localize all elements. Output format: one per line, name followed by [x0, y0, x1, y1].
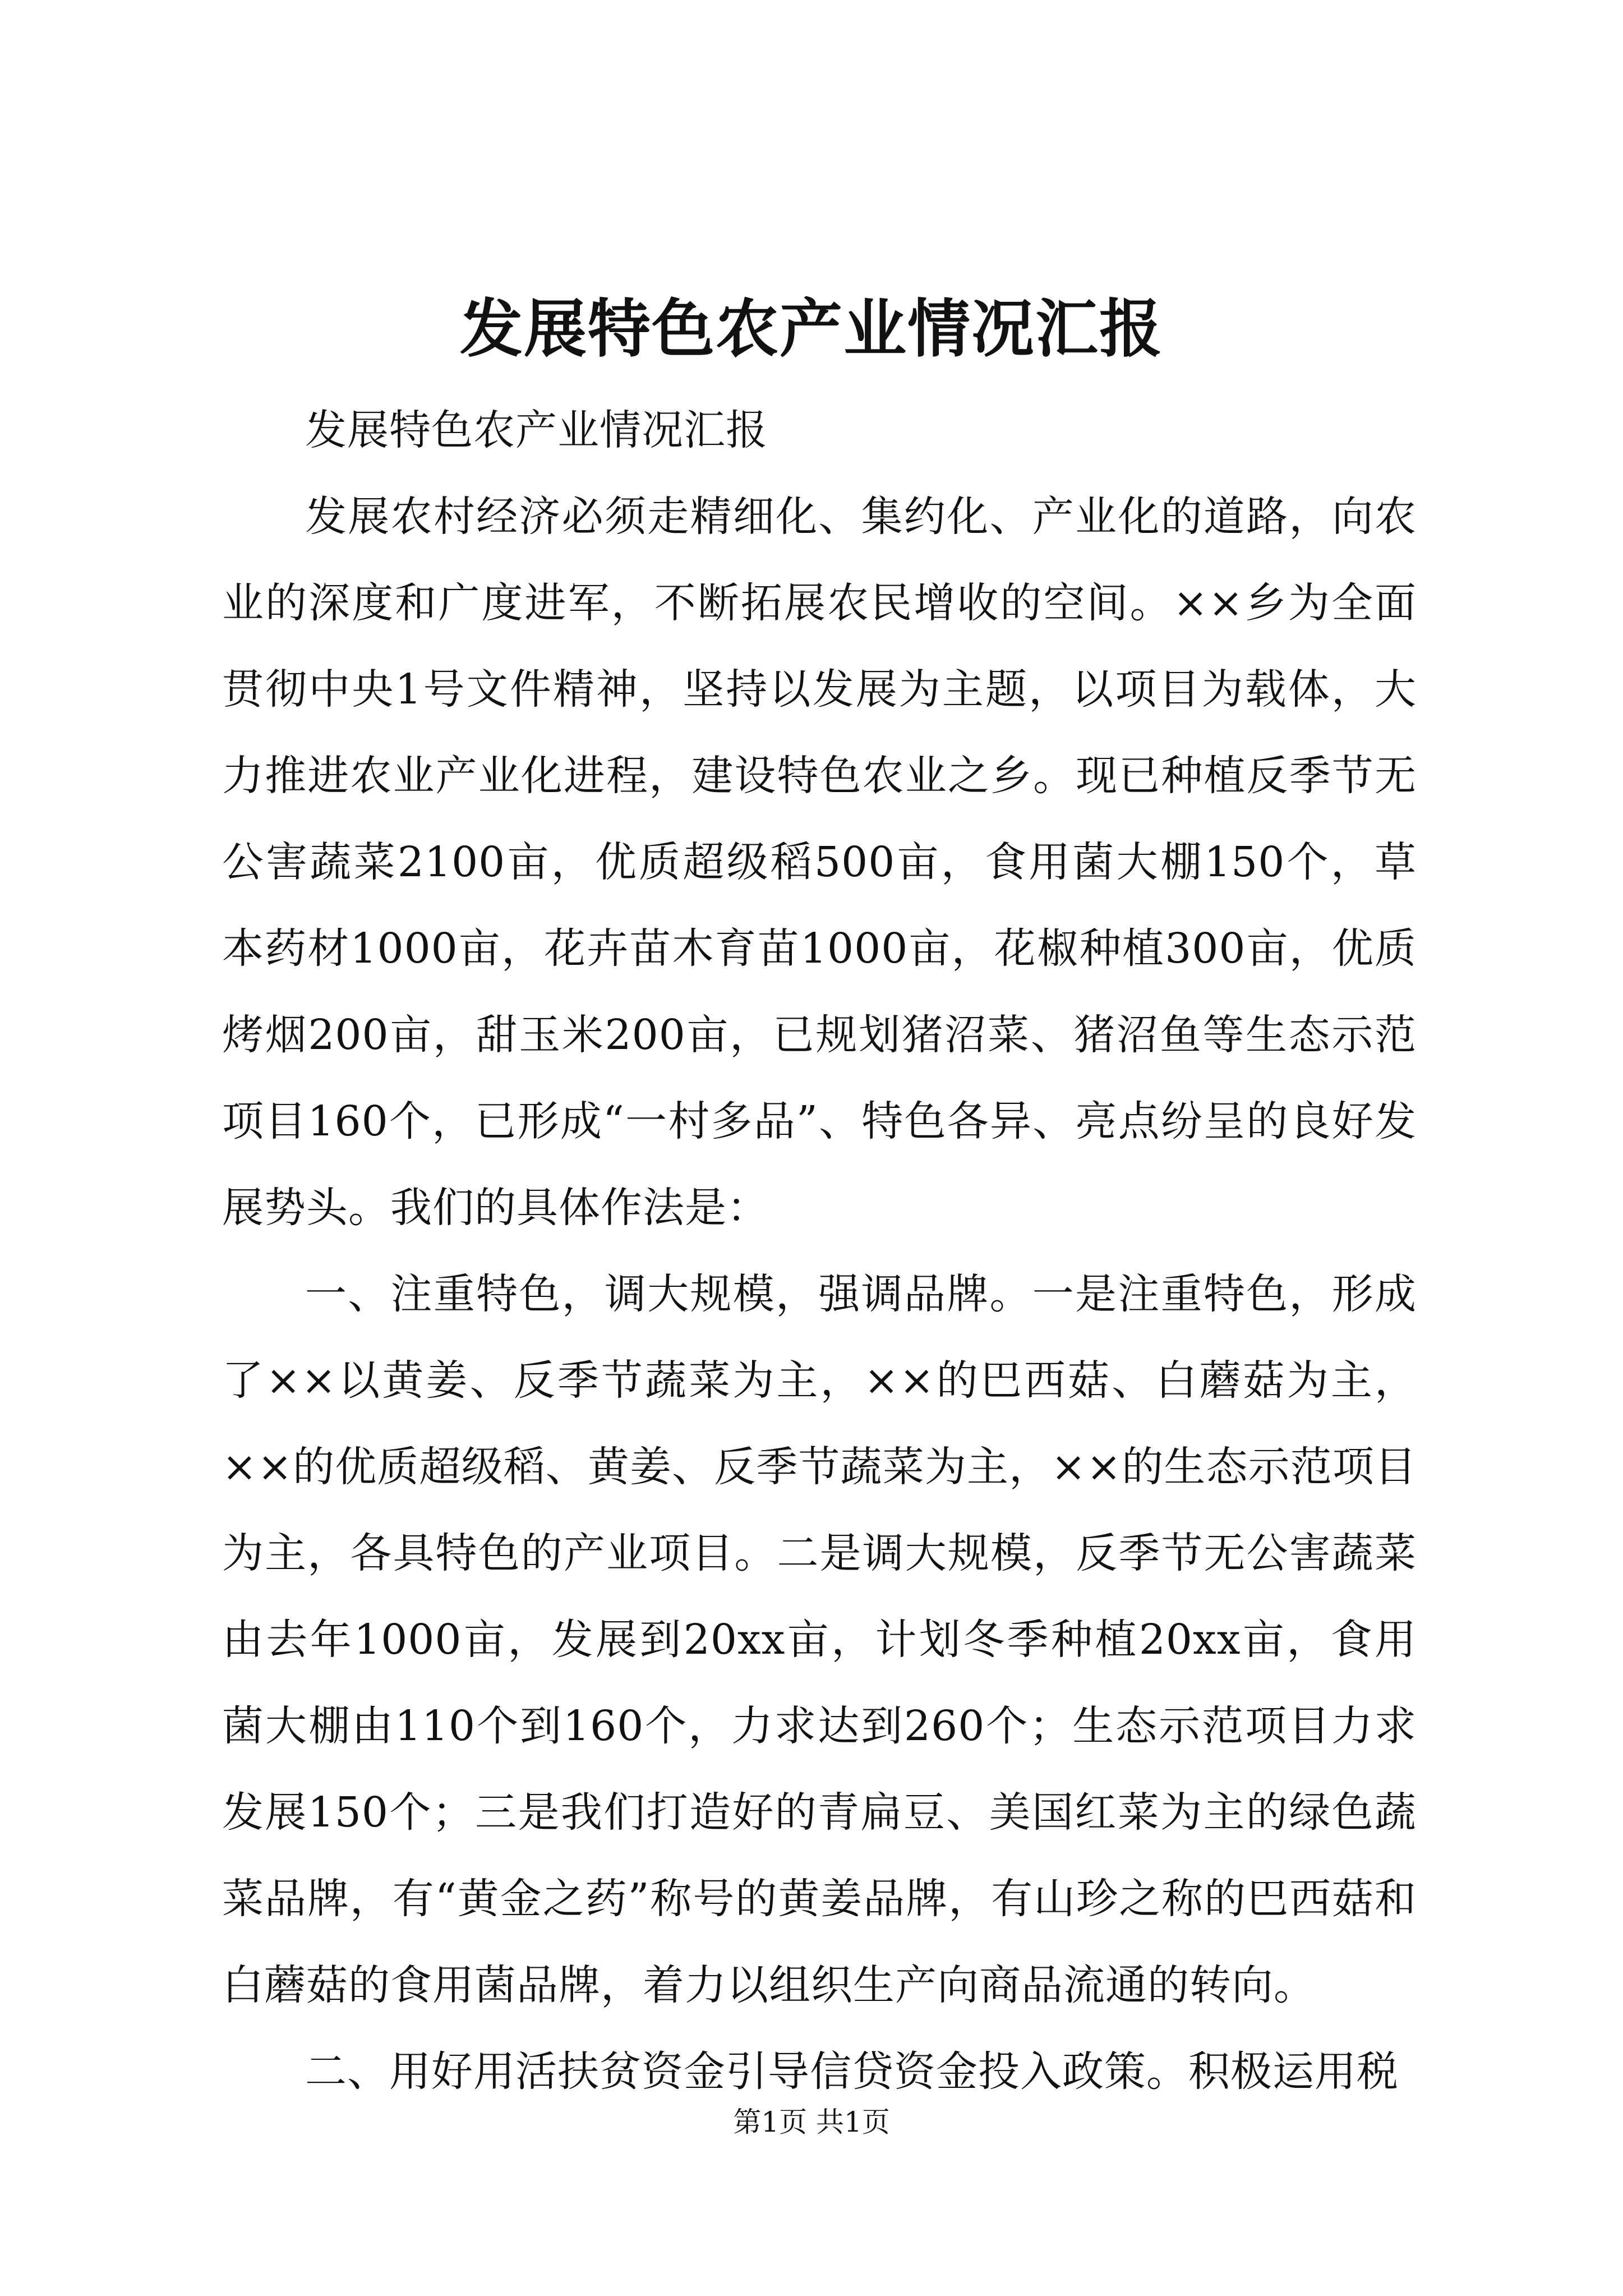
section-two-paragraph: 二、用好用活扶贫资金引导信贷资金投入政策。积极运用税 — [305, 2047, 1399, 2096]
intro-paragraph: 发展农村经济必须走精细化、集约化、产业化的道路，向农业的深度和广度进军，不断拓展农民增收的空间。××乡为全面贯彻中央1号文件精神，坚持以发展为主题，以项目为载体，大力推进农业产业化进程，建设特色农业之乡。现已种植反季节无公害蔬菜2100亩，优质超级稻500亩，食用菌大棚150个，草本药材1000亩，花卉苗木育苗1000亩，花椒种植300亩，优质烤烟200亩，甜玉米200亩，已规划猪沼菜、猪沼鱼等生态示范项目160个，已形成“一村多品”、特色各异、亮点纷呈的良好发展势头。我们的具体作法是： — [222, 493, 1417, 1232]
document-body — [222, 387, 1417, 2115]
page-footer: 第1页 共1页 — [733, 2106, 890, 2138]
subtitle-paragraph: 发展特色农产业情况汇报 — [305, 406, 768, 454]
document-title: 发展特色农产业情况汇报 — [460, 292, 1163, 366]
section-one-paragraph: 一、注重特色，调大规模，强调品牌。一是注重特色，形成了××以黄姜、反季节蔬菜为主，××的巴西菇、白蘑菇为主，××的优质超级稻、黄姜、反季节蔬菜为主，××的生态示范项目为主，各具特色的产业项目。二是调大规模，反季节无公害蔬菜由去年1000亩，发展到20xx亩，计划冬季种植20xx亩，食用菌大棚由110个到160个，力求达到260个；生态示范项目力求发展150个；三是我们打造好的青扁豆、美国红菜为主的绿色蔬菜品牌，有“黄金之药”称号的黄姜品牌，有山珍之称的巴西菇和白蘑菇的食用菌品牌，着力以组织生产向商品流通的转向。 — [222, 1270, 1417, 2009]
